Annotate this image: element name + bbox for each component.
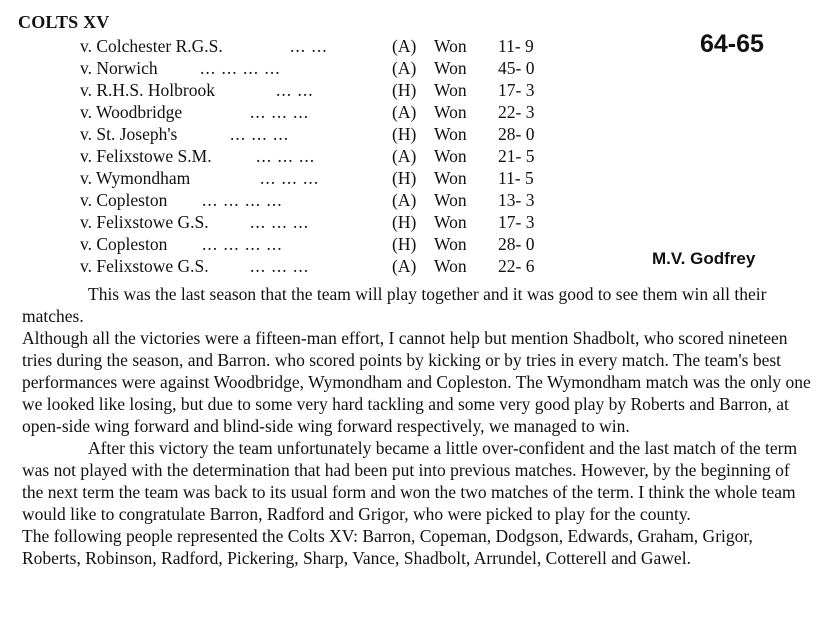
fixture-venue: (A)	[392, 256, 417, 276]
fixture-score: 21- 5	[498, 146, 535, 166]
fixture-leader-dots: ... ... ...	[260, 168, 320, 188]
fixture-opponent: v. Felixstowe G.S.	[80, 256, 209, 276]
fixture-leader-dots: ... ... ...	[250, 256, 310, 276]
fixture-leader-dots: ... ... ...	[250, 212, 310, 232]
fixture-score: 13- 3	[498, 190, 535, 210]
fixture-result: Won	[434, 212, 467, 232]
fixture-venue: (H)	[392, 234, 417, 254]
fixture-venue: (A)	[392, 146, 417, 166]
fixture-opponent: v. Felixstowe S.M.	[80, 146, 212, 166]
fixture-result: Won	[434, 234, 467, 254]
report-body	[22, 283, 812, 569]
fixture-result: Won	[434, 146, 467, 166]
fixture-result: Won	[434, 256, 467, 276]
fixture-venue: (A)	[392, 58, 417, 78]
report-paragraph: After this victory the team unfortunately became a little over-confident and the last match of the term was not played with the determination that had been put into previous matches. However, by the beginning of the next term the team was back to its usual form and won the two matches of the term. I think the whole team would like to congratulate Barron, Radford and Grigor, who were picked to play for the county.	[22, 438, 798, 524]
season-label: 64-65	[700, 30, 764, 58]
fixture-score: 28- 0	[498, 234, 535, 254]
fixture-leader-dots: ... ... ... ...	[200, 58, 281, 78]
fixture-venue: (H)	[392, 80, 417, 100]
fixture-opponent: v. Felixstowe G.S.	[80, 212, 209, 232]
fixture-opponent: v. Copleston	[80, 190, 168, 210]
fixture-leader-dots: ... ... ...	[250, 102, 310, 122]
fixture-opponent: v. Colchester R.G.S.	[80, 36, 223, 56]
fixture-score: 17- 3	[498, 80, 535, 100]
fixture-score: 22- 3	[498, 102, 535, 122]
fixture-result: Won	[434, 58, 467, 78]
fixture-venue: (A)	[392, 102, 417, 122]
fixture-result: Won	[434, 36, 467, 56]
fixture-leader-dots: ... ...	[290, 36, 328, 56]
section-heading: COLTS XV	[18, 12, 110, 32]
fixture-venue: (A)	[392, 36, 417, 56]
fixture-opponent: v. Norwich	[80, 58, 158, 78]
fixture-venue: (H)	[392, 124, 417, 144]
fixture-result: Won	[434, 168, 467, 188]
fixture-opponent: v. Wymondham	[80, 168, 191, 188]
fixture-score: 28- 0	[498, 124, 535, 144]
report-paragraph: Although all the victories were a fifteen-man effort, I cannot help but mention Shadbolt, who scored nineteen tries during the season, and Barron. who scored points by kicking or by tries in every match. The team's best performances were against Woodbridge, Wymondham and Copleston. The Wymondham match was the only one we looked like losing, but due to some very hard tackling and some very good play by Roberts and Barron, at open-side wing forward and blind-side wing forward respectively, we managed to win.	[22, 328, 811, 436]
fixture-result: Won	[434, 80, 467, 100]
fixture-venue: (H)	[392, 212, 417, 232]
fixture-leader-dots: ... ... ...	[230, 124, 290, 144]
fixture-score: 17- 3	[498, 212, 535, 232]
fixture-score: 45- 0	[498, 58, 535, 78]
report-paragraph: This was the last season that the team will play together and it was good to see them win all their matches.	[22, 284, 767, 326]
fixture-leader-dots: ... ... ...	[256, 146, 316, 166]
fixture-result: Won	[434, 124, 467, 144]
fixture-score: 11- 9	[498, 36, 534, 56]
fixture-venue: (A)	[392, 190, 417, 210]
fixture-opponent: v. St. Joseph's	[80, 124, 178, 144]
fixture-score: 22- 6	[498, 256, 535, 276]
fixture-score: 11- 5	[498, 168, 534, 188]
fixture-leader-dots: ... ... ... ...	[202, 190, 283, 210]
fixture-opponent: v. R.H.S. Holbrook	[80, 80, 215, 100]
fixture-venue: (H)	[392, 168, 417, 188]
report-paragraph: The following people represented the Colts XV: Barron, Copeman, Dodgson, Edwards, Graham, Grigor, Roberts, Robinson, Radford, Pickering, Sharp, Vance, Shadbolt, Arrundel, Cotterell and Gawel.	[22, 526, 753, 568]
fixture-result: Won	[434, 102, 467, 122]
author-name: M.V. Godfrey	[652, 249, 756, 268]
fixture-opponent: v. Woodbridge	[80, 102, 183, 122]
fixture-leader-dots: ... ...	[276, 80, 314, 100]
fixture-leader-dots: ... ... ... ...	[202, 234, 283, 254]
fixture-opponent: v. Copleston	[80, 234, 168, 254]
fixture-result: Won	[434, 190, 467, 210]
